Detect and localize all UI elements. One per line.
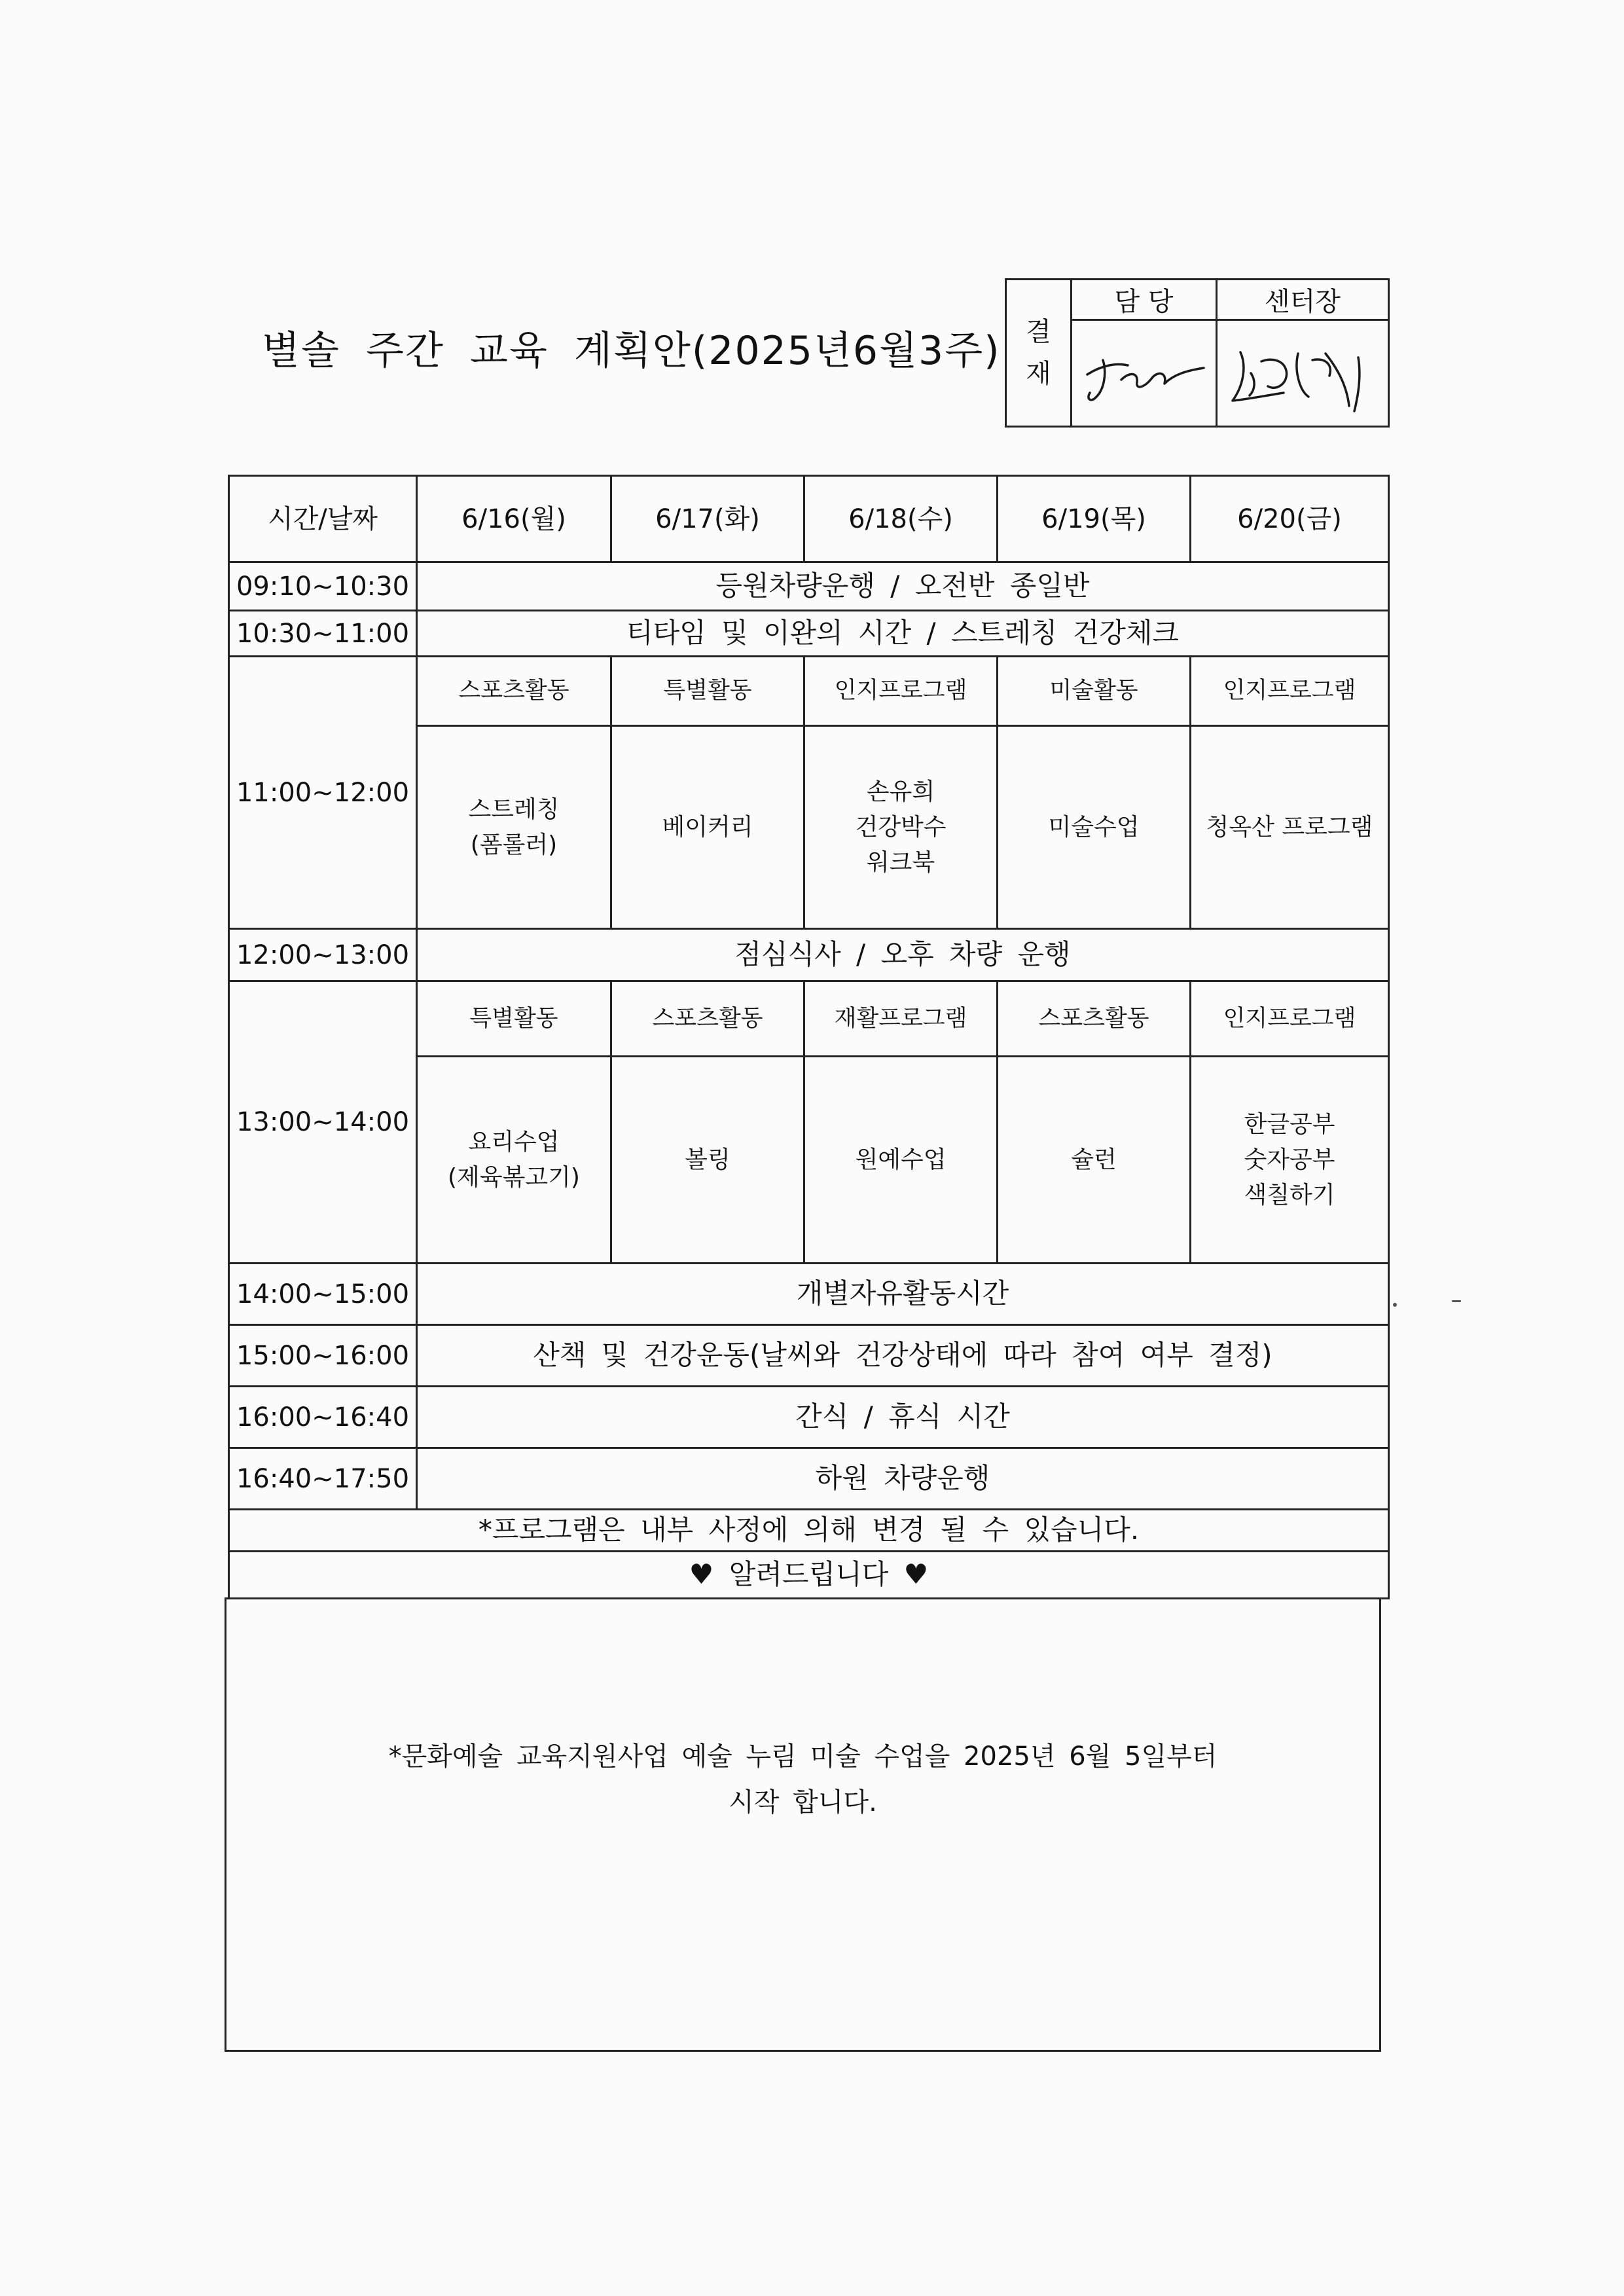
category-cell: 특별활동 — [417, 981, 611, 1057]
time-cell: 11:00~12:00 — [229, 657, 417, 929]
schedule-row — [229, 1448, 1389, 1510]
manager-signature-image — [1075, 334, 1213, 412]
activity-line: 건강박수 — [855, 813, 947, 841]
schedule-table — [228, 475, 1390, 1599]
activity-line: 색칠하기 — [1244, 1181, 1335, 1209]
approval-label-top: 결 — [1026, 317, 1051, 347]
schedule-row — [229, 1387, 1389, 1448]
category-cell: 스포츠활동 — [998, 981, 1191, 1057]
scan-speck — [1393, 1303, 1397, 1307]
category-cell: 미술활동 — [998, 657, 1191, 726]
schedule-row — [229, 562, 1389, 611]
category-cell: 특별활동 — [611, 657, 804, 726]
activity-cell — [611, 1057, 804, 1264]
header-day-fri: 6/20(금) — [1191, 476, 1389, 562]
activity-span-cell: 점심식사 / 오후 차량 운행 — [417, 929, 1389, 981]
notice-heading — [229, 1551, 1389, 1598]
schedule-row — [229, 929, 1389, 981]
activity-line: 베이커리 — [662, 813, 753, 841]
activity-cell — [611, 726, 804, 929]
activity-line: (제육볶고기) — [448, 1163, 580, 1191]
activity-span-cell: 티타임 및 이완의 시간 / 스트레칭 건강체크 — [417, 611, 1389, 657]
approval-label-bottom: 재 — [1026, 359, 1051, 389]
activity-cell — [804, 1057, 998, 1264]
activity-cell — [1191, 1057, 1389, 1264]
activity-cell — [998, 1057, 1191, 1264]
time-cell: 12:00~13:00 — [229, 929, 417, 981]
approval-header-manager: 담 당 — [1072, 280, 1217, 320]
activity-span-cell: 개별자유활동시간 — [417, 1264, 1389, 1325]
schedule-row — [229, 611, 1389, 657]
approval-label — [1006, 280, 1072, 427]
activity-line: 미술수업 — [1048, 813, 1140, 841]
activity-line: 슐런 — [1071, 1146, 1117, 1173]
activity-line: 청옥산 프로그램 — [1206, 813, 1373, 841]
activity-cell — [417, 726, 611, 929]
activity-span-cell: 하원 차량운행 — [417, 1448, 1389, 1510]
activity-line: (폼롤러) — [470, 831, 558, 858]
time-cell: 14:00~15:00 — [229, 1264, 417, 1325]
approval-header-director: 센터장 — [1217, 280, 1389, 320]
time-cell: 15:00~16:00 — [229, 1325, 417, 1387]
category-cell: 스포츠활동 — [611, 981, 804, 1057]
schedule-row — [229, 1325, 1389, 1387]
activity-span-cell: 산책 및 건강운동(날씨와 건강상태에 따라 참여 여부 결정) — [417, 1325, 1389, 1387]
announcement-line: *문화예술 교육지원사업 예술 누림 미술 수업을 2025년 6월 5일부터 — [388, 1741, 1218, 1772]
time-cell: 10:30~11:00 — [229, 611, 417, 657]
header-day-mon: 6/16(월) — [417, 476, 611, 562]
activity-cell — [1191, 726, 1389, 929]
header-day-thu: 6/19(목) — [998, 476, 1191, 562]
activity-line: 손유희 — [866, 778, 935, 805]
scan-speck — [1452, 1300, 1461, 1302]
director-signature-image — [1221, 327, 1384, 419]
category-cell: 인지프로그램 — [1191, 981, 1389, 1057]
activity-line: 요리수업 — [468, 1128, 560, 1156]
heart-icon: ♥ — [903, 1558, 929, 1590]
category-cell: 재활프로그램 — [804, 981, 998, 1057]
manager-signature — [1072, 320, 1217, 427]
time-cell: 16:00~16:40 — [229, 1387, 417, 1448]
activity-line: 볼링 — [685, 1146, 731, 1173]
heart-icon: ♥ — [689, 1558, 714, 1590]
activity-span-cell: 간식 / 휴식 시간 — [417, 1387, 1389, 1448]
header-day-tue: 6/17(화) — [611, 476, 804, 562]
notice-heading-text: 알려드립니다 — [729, 1558, 889, 1590]
activity-cell — [998, 726, 1191, 929]
category-cell: 인지프로그램 — [1191, 657, 1389, 726]
approval-box — [1005, 278, 1390, 428]
page-title: 별솔 주간 교육 계획안(2025년6월3주) — [262, 328, 1001, 374]
time-cell: 13:00~14:00 — [229, 981, 417, 1264]
activity-line: 원예수업 — [855, 1146, 947, 1173]
announcement-box — [225, 1597, 1381, 2052]
activity-line: 한글공부 — [1244, 1110, 1335, 1138]
activity-cell — [417, 1057, 611, 1264]
schedule-row — [229, 1264, 1389, 1325]
announcement-text — [226, 1734, 1379, 1825]
time-cell: 16:40~17:50 — [229, 1448, 417, 1510]
notice-heading-row — [229, 1551, 1389, 1598]
announcement-line: 시작 합니다. — [729, 1787, 877, 1817]
block1-category-row — [229, 657, 1389, 726]
time-cell: 09:10~10:30 — [229, 562, 417, 611]
activity-cell — [804, 726, 998, 929]
activity-line: 숫자공부 — [1244, 1146, 1335, 1173]
activity-span-cell: 등원차량운행 / 오전반 종일반 — [417, 562, 1389, 611]
category-cell: 인지프로그램 — [804, 657, 998, 726]
director-signature — [1217, 320, 1389, 427]
block2-category-row — [229, 981, 1389, 1057]
header-day-wed: 6/18(수) — [804, 476, 998, 562]
footnote-row — [229, 1510, 1389, 1552]
change-notice: *프로그램은 내부 사정에 의해 변경 될 수 있습니다. — [229, 1510, 1389, 1552]
header-time-date: 시간/날짜 — [229, 476, 417, 562]
activity-line: 스트레칭 — [468, 795, 560, 823]
activity-line: 워크북 — [866, 848, 935, 876]
header-row — [229, 476, 1389, 562]
category-cell: 스포츠활동 — [417, 657, 611, 726]
